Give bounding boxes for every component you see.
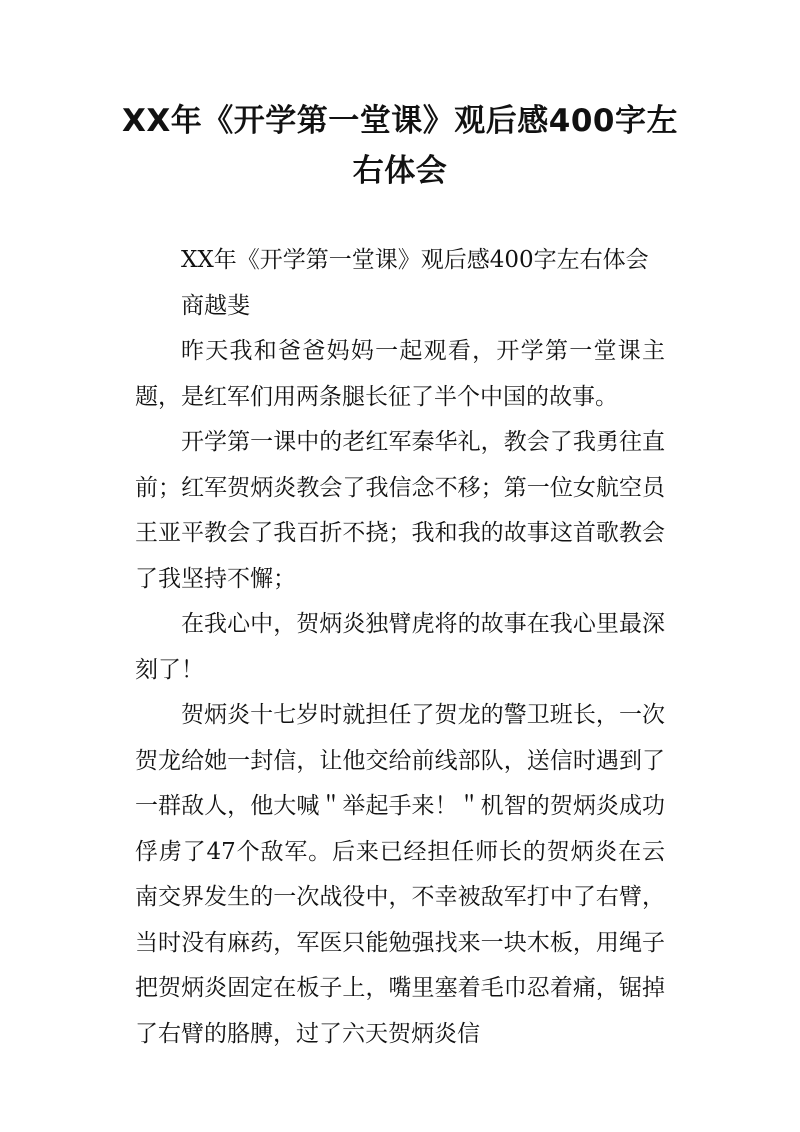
body-paragraph: 昨天我和爸爸妈妈一起观看，开学第一堂课主题，是红军们用两条腿长征了半个中国的故事。 — [135, 338, 665, 410]
body-paragraph: 贺炳炎十七岁时就担任了贺龙的警卫班长，一次贺龙给她一封信，让他交给前线部队，送信时遇到了一群敌人，他大喊＂举起手来！＂机智的贺炳炎成功俘虏了47个敌军。后来已经担任师长的贺炳炎在云南交界发生的一次战役中，不幸被敌军打中了右臂，当时没有麻药，军医只能勉强找来一块木板，用绳子把贺炳炎固定在板子上，嘴里塞着毛巾忍着痛，锯掉了右臂的胳膊，过了六天贺炳炎信 — [135, 702, 665, 1047]
subtitle-paragraph: XX年《开学第一堂课》观后感400字左右体会 — [181, 247, 649, 273]
author-paragraph: 商越斐 — [181, 292, 250, 319]
document-body — [135, 238, 665, 1057]
body-paragraph: 在我心中，贺炳炎独臂虎将的故事在我心里最深刻了！ — [135, 611, 665, 683]
body-paragraph: 开学第一课中的老红军秦华礼，教会了我勇往直前；红军贺炳炎教会了我信念不移；第一位女航空员王亚平教会了我百折不挠；我和我的故事这首歌教会了我坚持不懈； — [135, 429, 665, 592]
document-title: XX年《开学第一堂课》观后感400字左右体会 — [121, 103, 678, 189]
